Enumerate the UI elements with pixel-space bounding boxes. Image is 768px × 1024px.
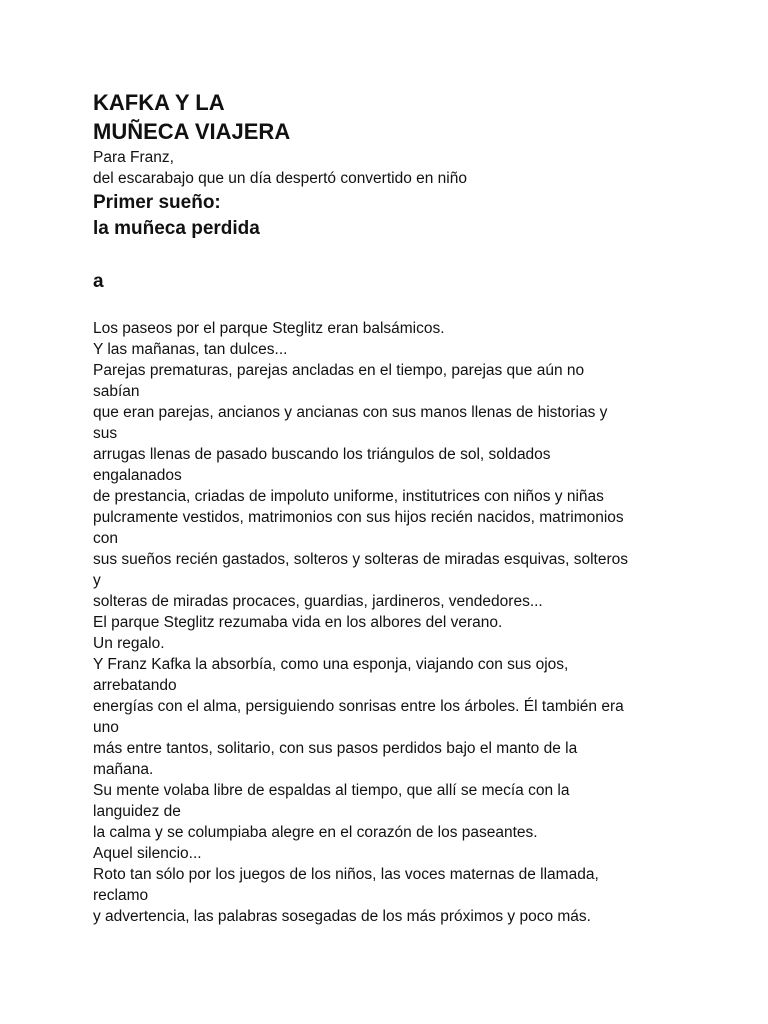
body-line: languidez de [93, 803, 181, 820]
section-marker: a [93, 271, 104, 292]
body-line: Su mente volaba libre de espaldas al tiempo, que allí se mecía con la [93, 782, 570, 799]
body-line: la calma y se columpiaba alegre en el corazón de los paseantes. [93, 824, 538, 841]
body-line: más entre tantos, solitario, con sus pasos perdidos bajo el manto de la [93, 740, 578, 757]
dedication [93, 147, 683, 189]
body-line: sabían [93, 383, 140, 400]
body-line: arrugas llenas de pasado buscando los triángulos de sol, soldados [93, 446, 551, 463]
body-line: pulcramente vestidos, matrimonios con sus hijos recién nacidos, matrimonios [93, 509, 624, 526]
body-line: sus sueños recién gastados, solteros y solteras de miradas esquivas, solteros [93, 551, 629, 568]
document-title [93, 88, 683, 146]
body-text [93, 318, 683, 927]
body-line: Un regalo. [93, 635, 165, 652]
body-line: energías con el alma, persiguiendo sonrisas entre los árboles. Él también era [93, 698, 624, 715]
chapter-heading [93, 190, 683, 242]
body-line: solteras de miradas procaces, guardias, jardineros, vendedores... [93, 593, 543, 610]
body-line: Parejas prematuras, parejas ancladas en el tiempo, parejas que aún no [93, 362, 585, 379]
body-line: con [93, 530, 118, 547]
title-line: KAFKA Y LA [93, 90, 225, 115]
body-line: Aquel silencio... [93, 845, 202, 862]
document-page [93, 88, 683, 927]
body-line: Y las mañanas, tan dulces... [93, 341, 288, 358]
body-line: El parque Steglitz rezumaba vida en los albores del verano. [93, 614, 503, 631]
dedication-line: Para Franz, [93, 149, 174, 166]
body-line: y advertencia, las palabras sosegadas de los más próximos y poco más. [93, 908, 591, 925]
title-line: MUÑECA VIAJERA [93, 119, 291, 144]
body-line: uno [93, 719, 119, 736]
chapter-heading-line: la muñeca perdida [93, 218, 260, 239]
body-line: Los paseos por el parque Steglitz eran balsámicos. [93, 320, 445, 337]
body-line: reclamo [93, 887, 149, 904]
body-line: de prestancia, criadas de impoluto uniforme, institutrices con niños y niñas [93, 488, 604, 505]
body-line: sus [93, 425, 118, 442]
body-line: Y Franz Kafka la absorbía, como una esponja, viajando con sus ojos, [93, 656, 569, 673]
body-line: que eran parejas, ancianos y ancianas con sus manos llenas de historias y [93, 404, 608, 421]
body-line: mañana. [93, 761, 154, 778]
body-line: y [93, 572, 101, 589]
body-line: engalanados [93, 467, 182, 484]
body-line: arrebatando [93, 677, 177, 694]
body-line: Roto tan sólo por los juegos de los niños, las voces maternas de llamada, [93, 866, 599, 883]
chapter-heading-line: Primer sueño: [93, 192, 221, 213]
dedication-line: del escarabajo que un día despertó convertido en niño [93, 170, 467, 187]
